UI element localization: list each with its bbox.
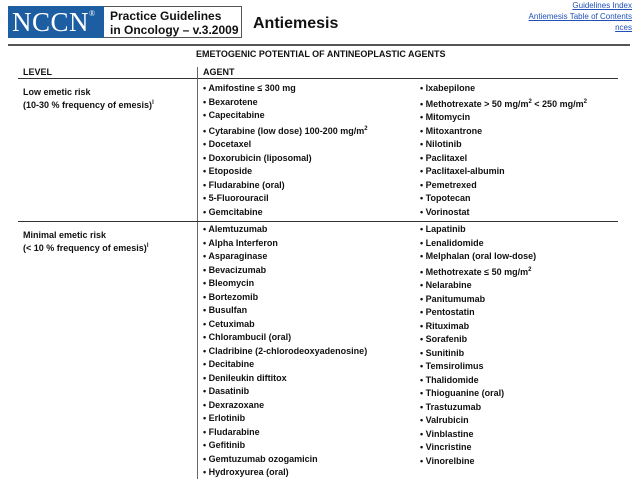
table-of-contents-link[interactable]: Antiemesis Table of Contents	[528, 12, 632, 21]
agent-item: • Etoposide	[203, 165, 368, 179]
agent-item: • Vinorelbine	[420, 455, 536, 469]
low-risk-agents-left	[203, 82, 368, 219]
minimal-risk-level-title: Minimal emetic risk	[23, 230, 107, 240]
agent-item: • Doxorubicin (liposomal)	[203, 152, 368, 166]
agent-item: • Amifostine ≤ 300 mg	[203, 82, 368, 96]
nccn-logo	[8, 6, 104, 38]
agent-item: • Lapatinib	[420, 223, 536, 237]
agent-item: • Topotecan	[420, 192, 587, 206]
agent-item: • Thioguanine (oral)	[420, 387, 536, 401]
agent-item: • Fludarabine (oral)	[203, 179, 368, 193]
agent-item: • Capecitabine	[203, 109, 368, 123]
low-risk-level-frequency: (10-30 % frequency of emesis)$^l$	[23, 100, 154, 110]
practice-line-2: in Oncology – v.3.2009	[110, 23, 239, 37]
practice-guidelines-box	[104, 6, 242, 38]
agent-item: • Fludarabine	[203, 426, 367, 440]
practice-line-1: Practice Guidelines	[110, 9, 222, 23]
footnote-ref: l	[152, 100, 154, 106]
agent-item: • Sunitinib	[420, 347, 536, 361]
agent-item: • Gefitinib	[203, 439, 367, 453]
section-divider	[18, 221, 618, 222]
agent-item: • Busulfan	[203, 304, 367, 318]
agent-item: • Bleomycin	[203, 277, 367, 291]
agent-item: • Asparaginase	[203, 250, 367, 264]
section-heading: EMETOGENIC POTENTIAL OF ANTINEOPLASTIC AGENTS	[196, 49, 446, 59]
page-title: Antiemesis	[253, 15, 339, 32]
agent-item: • Nilotinib	[420, 138, 587, 152]
agent-item: • Vorinostat	[420, 206, 587, 220]
agent-item: • Mitoxantrone	[420, 125, 587, 139]
agent-item: • Thalidomide	[420, 374, 536, 388]
minimal-risk-agents-left	[203, 223, 367, 480]
agent-item: • Chlorambucil (oral)	[203, 331, 367, 345]
agent-item: • Temsirolimus	[420, 360, 536, 374]
agent-item: • Paclitaxel	[420, 152, 587, 166]
agent-item: • Gemtuzumab ozogamicin	[203, 453, 367, 467]
references-link[interactable]: nces	[615, 23, 632, 32]
agent-item: • Ixabepilone	[420, 82, 587, 96]
minimal-risk-level-frequency: (< 10 % frequency of emesis)$^l$	[23, 243, 149, 253]
agent-item: • Docetaxel	[203, 138, 368, 152]
agent-item: • Cetuximab	[203, 318, 367, 332]
agent-item: • Alpha Interferon	[203, 237, 367, 251]
agent-item: • Pemetrexed	[420, 179, 587, 193]
guidelines-index-link[interactable]: Guidelines Index	[572, 1, 632, 10]
agent-item: • Denileukin diftitox	[203, 372, 367, 386]
agent-item: • Alemtuzumab	[203, 223, 367, 237]
agent-item: • Bevacizumab	[203, 264, 367, 278]
level-column-header: LEVEL	[23, 67, 53, 77]
minimal-risk-level	[23, 230, 148, 254]
agent-item: • 5-Fluorouracil	[203, 192, 368, 206]
footnote-ref: l	[146, 243, 149, 249]
agent-item: • Sorafenib	[420, 333, 536, 347]
agent-item: • Methotrexate ≤ 50 $mg/m^2$	[420, 264, 536, 280]
agent-item: • Dexrazoxane	[203, 399, 367, 413]
agent-item: • Dasatinib	[203, 385, 367, 399]
agent-item: • Methotrexate > 50 $mg/m^2 < 250$ $mg/m^2$	[420, 96, 587, 112]
agent-item: • Hydroxyurea (oral)	[203, 466, 367, 480]
agent-item: • Gemcitabine	[203, 206, 368, 220]
agent-item: • Panitumumab	[420, 293, 536, 307]
agent-item: • Paclitaxel-albumin	[420, 165, 587, 179]
agent-item: • Valrubicin	[420, 414, 536, 428]
logo-text: NCCN	[12, 7, 90, 37]
low-risk-agents-right	[420, 82, 587, 219]
agent-column-header: AGENT	[203, 67, 235, 77]
registered-mark: ®	[89, 9, 96, 18]
agent-item: • Decitabine	[203, 358, 367, 372]
column-divider	[197, 67, 198, 479]
agent-item: • Erlotinib	[203, 412, 367, 426]
agent-item: • Melphalan (oral low-dose)	[420, 250, 536, 264]
agent-item: • Rituximab	[420, 320, 536, 334]
agent-item: • Pentostatin	[420, 306, 536, 320]
agent-item: • Nelarabine	[420, 279, 536, 293]
header-rule	[8, 44, 630, 46]
minimal-risk-agents-right	[420, 223, 536, 468]
agent-item: • Bexarotene	[203, 96, 368, 110]
column-header-rule	[18, 78, 618, 79]
agent-item: • Trastuzumab	[420, 401, 536, 415]
low-risk-level-title: Low emetic risk	[23, 87, 91, 97]
agent-item: • Vincristine	[420, 441, 536, 455]
agent-item: • Cladribine (2-chlorodeoxyadenosine)	[203, 345, 367, 359]
agent-item: • Vinblastine	[420, 428, 536, 442]
agent-item: • Mitomycin	[420, 111, 587, 125]
header-links	[529, 0, 632, 33]
low-risk-level	[23, 87, 154, 111]
agent-item: • Bortezomib	[203, 291, 367, 305]
agent-item: • Lenalidomide	[420, 237, 536, 251]
agent-item: • Cytarabine (low dose) 100-200 $mg/m^2$	[203, 123, 368, 139]
